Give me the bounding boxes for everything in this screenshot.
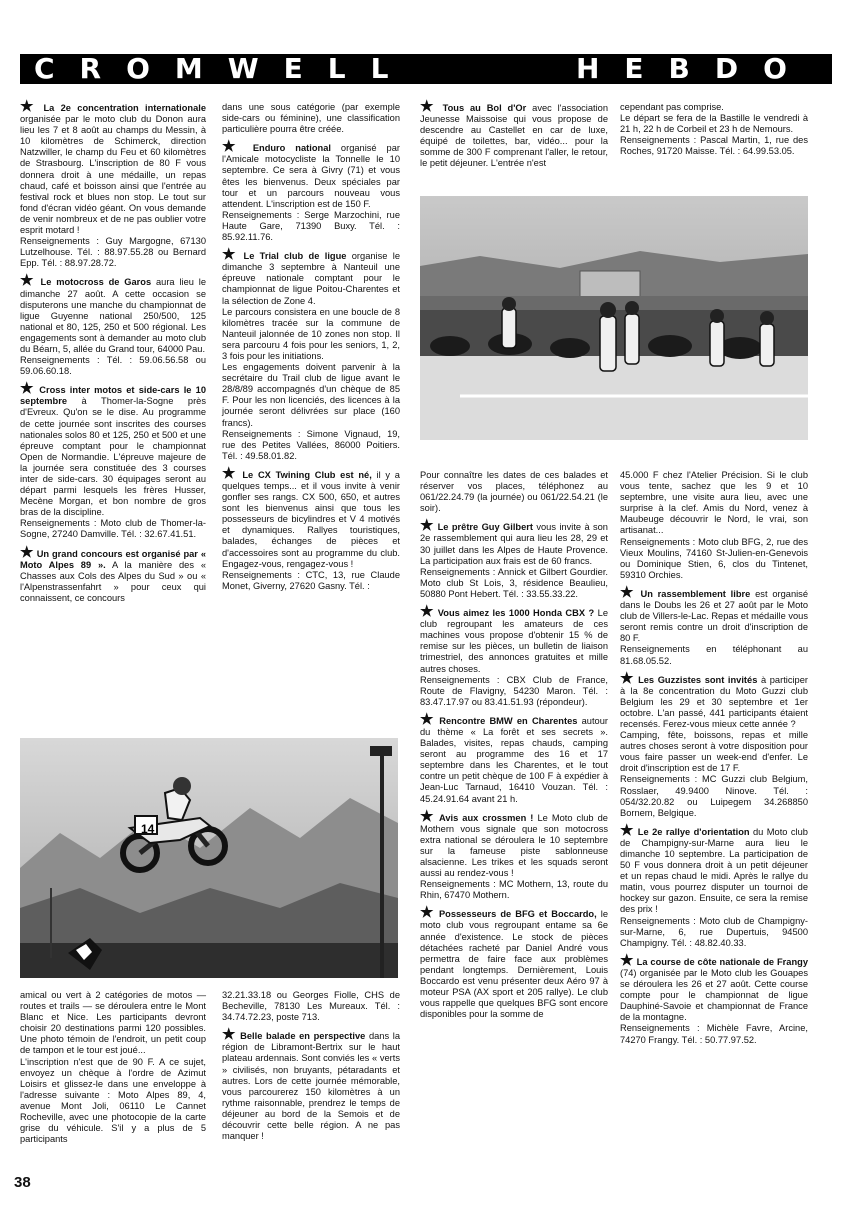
article-guy-gilbert: ★ Le prêtre Guy Gilbert vous invite à son 2e rassemblement qui aura lieu les 28, 29 et 30 juillet dans les Alpes de Haute Provence. La participation aux frais est de 60 francs. Renseignements : Annick et Gilbert Gourdier. Moto club St Lois, 3, résidence Beaulieu, 50880 Pont Hebert. Tél. : 33.55.33.22.: [420, 517, 608, 599]
star-icon: ★: [420, 710, 436, 728]
article-concentration: ★ La 2e concentration internationale organisée par le moto club du Donon aura lieu les 7 et 8 août au champs du Messin, à 10 kilomètres de Schimerck, direction Natzwiller, le champ du Feu et 60 kilomètres de Strasbourg. L'inscription de 80 F vous donnera droit à une médaille, un repas chaud, café et boisson ainsi que l'entrée au festival rock et blues non stop. Le tout sur fond d'écran vidéo géant. On vous demande de venir nombreux et de ne pas oublier votre esprit motard ! Renseignements : Guy Margogne, 67130 Lutzelhouse. Tél. : 88.97.55.28 ou Bernard Epp. Tél. : 88.97.28.72.: [20, 98, 206, 269]
star-icon: ★: [420, 603, 435, 621]
bike-number-label: 14: [141, 822, 155, 836]
article-trial-club: ★ Le Trial club de ligue organise le dimanche 3 septembre à Nanteuil une épreuve nationale comptant pour le championnat de ligue Poitou-Charentes et la sélection de Zone 4. Le parcours consistera en une boucle de 8 kilomètres tracée sur la commune de Nanteuil jalonnée de 10 zones non stop. Il sera parcouru 4 fois pour les seniors, 1, 2, 3 fois pour les initiations. Les engagements doivent parvenir à la secrétaire du Trail club de ligue avant le 28/8/89 accompagnés d'un chèque de 85 F. Pour les non licenciés, des licences à la journée seront délivrées sur place (160 francs). Renseignements : Simone Vignaud, 19, rue des Petites Vallées, 86000 Poitiers. Tél. : 49.58.01.82.: [222, 246, 400, 461]
column-2-bottom: [222, 990, 400, 1149]
column-1: [20, 98, 206, 611]
star-icon: ★: [420, 517, 435, 535]
article-course-frangy: ★ La course de côte nationale de Frangy (74) organisée par le Moto club les Gouapes se déroulera les 26 et 27 août. Cette course compte pour le championnat de ligue Dauphiné-Savoie et championnat de France de la montagne. Renseignements : Michèle Favre, Arcine, 74270 Frangy. Tél. : 50.77.97.52.: [620, 951, 808, 1045]
article-ctc-cont: 32.21.33.18 ou Georges Fiolle, CHS de Becheville, 78130 Les Mureaux. Tél. : 34.74.72.23, poste 713.: [222, 990, 400, 1023]
column-3-top: [420, 98, 609, 177]
column-4-top: [620, 102, 808, 164]
article-belle-balade: ★ Belle balade en perspective dans la région de Libramont-Bertrix sur le haut plateau ardennais. Sont conviés les « verts » civilisés, non bruyants, pétaradants et autres. Lors de cette journée mémorable, vous parcourerez 150 kilomètres à un rythme raisonnable, prendrez le temps de déjeuner au bord de la Semois et de découvrir cette belle région. A ne pas manquer !: [222, 1026, 401, 1142]
article-bmw-charentes: ★ Rencontre BMW en Charentes autour du thème « La forêt et ses secrets ». Balades, visites, repas chauds, camping seront au programme des 16 et 17 septembre dans les Charentes, et le tout contre un petit chèque de 100 F à expédier à Jean-Luc Tarnaud, 16410 Vouzan. Tél. : 45.24.91.64 avant 21 h.: [420, 710, 608, 804]
star-icon: ★: [420, 98, 437, 115]
article-motocross-garos: ★ Le motocross de Garos aura lieu le dimanche 27 août. A cette occasion se disputerons une manche du championnat de ligue Guyenne national 250/500, 125 national et 80, 125, 250 et 500 régional. Les engagements sont à demander au moto club du Béarn, 5, allée du Grand tour, 64000 Pau. Renseignements : Tél. : 59.06.56.58 ou 59.06.60.18.: [20, 272, 206, 377]
article-bol-dor: ★ Tous au Bol d'Or avec l'association Jeunesse Maissoise qui vous propose de descendre au Castellet en car de luxe, équipé de toilettes, bar, vidéo... pour la somme de 300 F comprenant l'aller, le retour, le petit déjeuner. L'entrée n'est: [420, 98, 609, 169]
article-bol-dor-cont: cependant pas comprise. Le départ se fera de la Bastille le vendredi à 21 h, 22 h de Corbeil et 23 h de Nemours. Renseignements : Pascal Martin, 1, rue des Roches, 91720 Maisse. Tél. : 64.99.53.05.: [620, 102, 808, 157]
star-icon: ★: [222, 1026, 237, 1044]
star-icon: ★: [222, 246, 239, 264]
page-number: 38: [14, 1174, 31, 1191]
article-bfg-cont: 45.000 F chez l'Atelier Précision. Si le club vous tente, sachez que les 9 et 10 septembre, une visite aura lieu, avec une surprise à la clef. Amis du Nord, venez à Maubeuge découvrir le Nord, le vrai, son artisanat... Renseignements : Moto club BFG, 2, rue des Vieux Moulins, 74160 St-Julien-en-Genevois ou Dominique Stien, 6, clos du Tintenet, 59310 Orchies.: [620, 470, 808, 580]
article-grand-concours: ★ Un grand concours est organisé par « Moto Alpes 89 ». A la manière des « Chasses aux Cols des Alpes du Sud » ou « l'Alpenstrassenfahrt » pour ceux qui connaissent, ce concours: [20, 543, 206, 603]
masthead-banner: [20, 54, 832, 84]
star-icon: ★: [420, 807, 435, 825]
article-cross-inter: ★ Cross inter motos et side-cars le 10 septembre à Thomer-la-Sogne près d'Evreux. Qu'on se le dise. Au programme de cette journée sont inscrites des courses nationales solos 80 et 125, 250 et 500 et une épreuve comptant pour le championnat Open de Normandie. L'épreuve majeure de la journée sera constituée des 3 courses inter de side-cars. 30 équipages seront au départ parmi lesquels les frères Husser, Mecène Morgan, et bon nombre de gros bras de la discipline. Renseignements : Moto club de Thomer-la-Sogne, 27240 Damville. Tél. : 32.67.41.51.: [20, 380, 206, 540]
article-continuation: dans une sous catégorie (par exemple side-cars ou féminine), une classification particulière pourra être créée.: [222, 102, 400, 135]
column-4: [620, 470, 808, 1053]
article-bfg-boccardo: ★ Possesseurs de BFG et Boccardo, le moto club vous regroupant entame sa 6e année d'existence. Le stock de pièces détachées racheté par Daniel André vous permettra de faire face aux problèmes pendant longtemps. Dernièrement, Louis Boccardo est venu présenter deux Aéro 97 à moteur PSA (AX sport et 205 rallye). Le club vous rappelle que quelques BFG sont encore disponibles pour la somme de: [420, 904, 608, 1020]
race-start-photo: [420, 196, 808, 440]
star-icon: ★: [20, 272, 36, 290]
article-crossmen: ★ Avis aux crossmen ! Le Moto club de Mothern vous signale que son motocross extra national se déroulera le 10 septembre sur la fameuse piste sablonneuse alsacienne. Les trikes et les squads seront aussi au rendez-vous ! Renseignements : MC Mothern, 13, route du Rhin, 67470 Mothern.: [420, 807, 608, 901]
star-icon: ★: [20, 380, 36, 398]
star-icon: ★: [620, 951, 634, 969]
star-icon: ★: [620, 821, 635, 839]
star-icon: ★: [20, 543, 34, 561]
motocross-jump-illustration: [20, 738, 398, 978]
article-guzzistes: ★ Les Guzzistes sont invités à participer à la 8e concentration du Moto Guzzi club Belgium les 29 et 30 septembre et 1er octobre. L'an passé, 441 participants étaient recensés. Ferez-vous mieux cette année ? Camping, fête, boissons, repas et mille autres choses seront à votre disposition pour vous faire passer un week-end d'enfer. Le droit d'inscription est de 17 F. Renseignements : MC Guzzi club Belgium, Rosslaer, 49.9400 Ninove. Tél. : 054/32.20.82 ou Luipegem 34.268850 Bornem, Belgique.: [620, 669, 808, 818]
column-2: [222, 102, 400, 599]
article-concours-cont: amical ou vert à 2 catégories de motos — routes et trails — se déroulera entre le Mont Blanc et Nice. Les participants devront choisir 20 destinations parmi 120 possibles. Une photo témoin de l'endroit, un petit coup de tampon et le tour est joué... L'inscription n'est que de 90 F. A ce sujet, envoyez un chèque à l'ordre de Azimut Loisirs et glissez-le dans une enveloppe à l'adresse suivante : Moto Alpes 89, 4, avenue Mont Joli, 06110 Le Cannet Rocheville, avec une photocopie de la carte grise du véhicule. S'il y a plus de 5 participants: [20, 990, 206, 1145]
star-icon: ★: [222, 464, 238, 482]
motocross-jump-photo: [20, 738, 398, 978]
star-icon: ★: [20, 98, 38, 115]
article-honda-cbx: ★ Vous aimez les 1000 Honda CBX ? Le club regroupant les amateurs de ces machines vous propose d'obtenir 15 % de remise sur les pièces, un bulletin de liaison trimestriel, des annonces gratuites et mille autres choses. Renseignements : CBX Club de France, Route de Flavigny, 54230 Maron. Tél. : 83.47.17.97 ou 83.41.51.93 (répondeur).: [420, 603, 608, 707]
column-3: [420, 470, 608, 1027]
article-rassemblement-libre: ★ Un rassemblement libre est organisé dans le Doubs les 26 et 27 août par le Moto club de Villers-le-Lac. Repas et médaille vous seront remis contre un droit d'inscription de 80 F. Renseignements en téléphonant au 81.68.05.52.: [620, 583, 809, 666]
star-icon: ★: [222, 138, 243, 156]
article-cx-twining: ★ Le CX Twining Club est né, il y a quelques temps... et il vous invite à venir gonfler ses rangs. CX 500, 650, et autres sont les bienvenus ainsi que tous les possesseurs de bicylindres et V 4 motivés et dynamiques. Rallyes touristiques, balades, échanges de pièces et d'accessoires sont au programme du club. Engagez-vous, rengagez-vous ! Renseignements : CTC, 13, rue Claude Monet, Giverny, 27620 Gasny. Tél. :: [222, 464, 400, 591]
masthead-right-word: HEBDO: [576, 52, 812, 85]
star-icon: ★: [620, 669, 635, 687]
article-rallye-orientation: ★ Le 2e rallye d'orientation du Moto club de Champigny-sur-Marne aura lieu le dimanche 10 septembre. La participation de 50 F vous donnera droit à un petit déjeuner et un repas chaud le midi. Après le rallye du matin, vous pourrez disputer un tournoi de hockey sur gazon. Ensuite, ce sera la remise des prix ! Renseignements : Moto club de Champigny-sur-Marne, 6, rue Dupertuis, 94500 Champigny. Tél. : 48.82.40.33.: [620, 821, 808, 948]
star-icon: ★: [420, 904, 435, 922]
race-start-illustration: [420, 196, 808, 440]
star-icon: ★: [620, 583, 636, 601]
column-1-bottom: [20, 990, 206, 1152]
article-balades-cont: Pour connaître les dates de ces balades et réserver vos places, téléphonez au 061/22.24.79 (la journée) ou 061/22.54.21 (le soir).: [420, 470, 608, 514]
masthead-left-word: CROMWELL: [34, 52, 414, 85]
article-enduro: ★ Enduro national organisé par l'Amicale motocycliste la Tonnelle le 10 septembre. Ce sera à Givry (71) et vous êtes les bienvenus. Deux spéciales par tour et un parcours nouveau vous attendent. L'inscription est de 150 F. Renseignements : Serge Marzochini, rue Haute Gare, 71390 Buxy. Tél. : 85.92.11.76.: [222, 138, 400, 243]
